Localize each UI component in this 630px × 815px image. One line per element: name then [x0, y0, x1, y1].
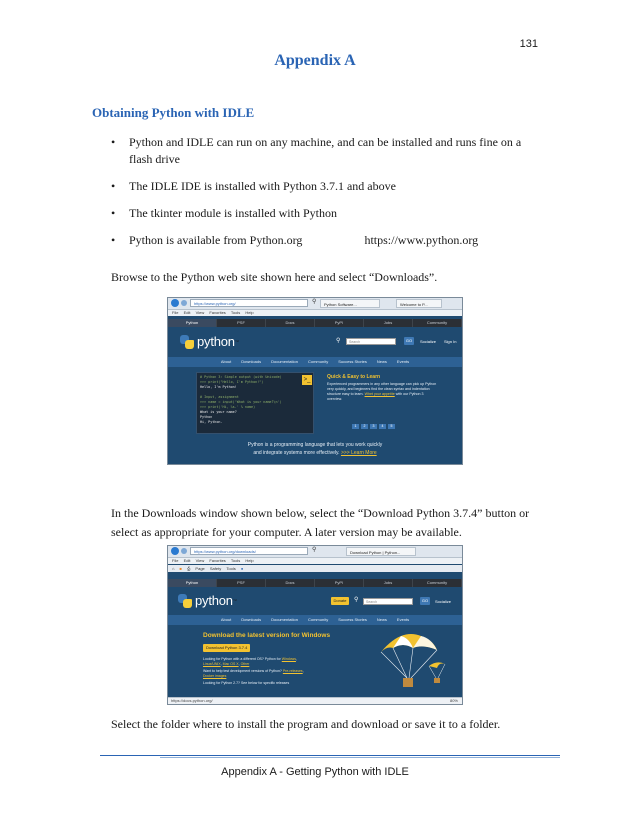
page-footer: Appendix A - Getting Python with IDLE [221, 766, 409, 778]
browser-tab[interactable]: Python Software... [320, 299, 380, 308]
nav-documentation[interactable]: Documentation [271, 617, 298, 622]
topnav-pypi[interactable]: PyPI [315, 319, 364, 327]
nav-community[interactable]: Community [307, 617, 329, 622]
topnav-python[interactable]: Python [168, 319, 217, 327]
python-header [168, 327, 462, 355]
menu-item[interactable]: Tools [230, 310, 241, 315]
nav-events[interactable]: Events [396, 359, 410, 364]
forward-icon[interactable] [181, 300, 187, 306]
python-topnav [168, 319, 462, 327]
docker-link[interactable]: Docker images [203, 674, 227, 678]
pager-dot[interactable]: 5 [388, 424, 395, 429]
bullet-item [111, 178, 541, 195]
browser-tab[interactable]: Welcome to P... [396, 299, 442, 308]
code-line: >>> print("Hello, I'm Python!") [200, 380, 264, 384]
print-icon[interactable]: ⎙ [187, 566, 191, 571]
topnav-jobs[interactable]: Jobs [364, 579, 413, 587]
parachute-illustration [373, 626, 453, 696]
nav-events[interactable]: Events [396, 617, 410, 622]
code-line: What is your name? [200, 410, 237, 414]
back-icon[interactable] [171, 547, 179, 555]
code-line: Python [200, 415, 213, 419]
download-python-button[interactable]: Download Python 3.7.4 [203, 644, 250, 652]
bullet-item [111, 205, 541, 222]
downloads-paragraph: In the Downloads window shown below, select the “Download Python 3.7.4” button or select as appropriate for your computer. A later version may be available. [111, 506, 530, 539]
status-url: https://docs.python.org/ [171, 698, 213, 703]
python-logo-icon [178, 594, 192, 608]
menu-item[interactable]: Favorites [209, 310, 226, 315]
pager-dot[interactable]: 2 [361, 424, 368, 429]
browser-titlebar [168, 546, 462, 558]
menu-page[interactable]: Page [195, 566, 205, 571]
topnav-docs[interactable]: Docs [266, 579, 315, 587]
menu-item[interactable]: Help [245, 558, 254, 563]
tagline: Python is a programming language that lets you work quickly and integrate systems more effectively. >>> Learn More [247, 442, 383, 456]
zoom-level[interactable]: 80% [449, 698, 458, 703]
feature-title: Quick & Easy to Learn [327, 374, 381, 380]
topnav-community[interactable]: Community [413, 319, 462, 327]
menu-item[interactable]: File [172, 310, 179, 315]
folder-paragraph: Select the folder where to install the program and download or save it to a folder. [111, 717, 501, 731]
download-heading: Download the latest version for Windows [203, 632, 331, 639]
address-bar[interactable]: https://www.python.org/downloads/ [190, 547, 308, 555]
search-icon[interactable]: ⚲ [336, 338, 341, 344]
macos-link[interactable]: Mac OS X [222, 662, 239, 666]
nav-downloads[interactable]: Downloads [241, 617, 262, 622]
bullet-text: The tkinter module is installed with Python [129, 206, 337, 220]
python-mainnav [168, 357, 462, 367]
topnav-psf[interactable]: PSF [217, 319, 266, 327]
code-line: Hello, I'm Python! [200, 385, 237, 389]
nav-about[interactable]: About [220, 359, 232, 364]
python-logo[interactable]: python ™ [180, 334, 239, 349]
feature-text: Experienced programmers in any other language can pick up Python very quickly, and beginners find the clean syntax and indentation structure easy to learn. Whet your appetite with our Python 3 overview. [327, 382, 437, 401]
search-input[interactable]: Search [363, 598, 413, 605]
browser-command-bar [168, 565, 462, 572]
appendix-title: Appendix A [274, 52, 356, 69]
other-link[interactable]: Other [240, 662, 250, 666]
topnav-psf[interactable]: PSF [217, 579, 266, 587]
bullet-item [111, 232, 541, 249]
signin-link[interactable]: Sign In [444, 339, 457, 344]
help-icon[interactable]: ● [240, 566, 244, 571]
search-input[interactable]: Search [346, 338, 396, 345]
topnav-python[interactable]: Python [168, 579, 217, 587]
footer-rule [100, 755, 560, 756]
menu-safety[interactable]: Safety [209, 566, 222, 571]
address-bar[interactable]: https://www.python.org/ [190, 299, 308, 307]
socialize-link[interactable]: Socialize [420, 339, 437, 344]
browse-paragraph: Browse to the Python web site shown here and select “Downloads”. [111, 270, 438, 284]
python-logo[interactable]: python ™ [178, 593, 237, 608]
windows-link[interactable]: Windows [281, 657, 296, 661]
topnav-docs[interactable]: Docs [266, 319, 315, 327]
code-line: # Input, assignment [200, 395, 239, 399]
menu-item[interactable]: Help [245, 310, 254, 315]
whet-appetite-link[interactable]: Whet your appetite [364, 392, 395, 396]
section-heading: Obtaining Python with IDLE [92, 105, 255, 120]
python-home-screenshot [167, 297, 463, 465]
nav-downloads[interactable]: Downloads [241, 359, 262, 364]
nav-documentation[interactable]: Documentation [271, 359, 298, 364]
rss-icon[interactable]: ■ [179, 566, 182, 571]
topnav-jobs[interactable]: Jobs [364, 319, 413, 327]
menu-item[interactable]: View [195, 558, 205, 563]
python-logo-icon [180, 335, 194, 349]
bullet-list [111, 134, 541, 259]
browser-tab[interactable]: Download Python | Python... [346, 547, 416, 556]
page-number: 131 [519, 38, 538, 50]
nav-news[interactable]: News [376, 617, 387, 622]
menu-item[interactable]: Edit [183, 310, 191, 315]
go-button[interactable]: GO [405, 338, 413, 343]
code-line: Hi, Python. [200, 420, 223, 424]
code-sample [196, 372, 314, 434]
carousel-pager [352, 424, 397, 429]
menu-item[interactable]: File [172, 558, 179, 563]
python-url: https://www.python.org [364, 233, 479, 247]
socialize-link[interactable]: Socialize [435, 599, 452, 604]
python-mainnav [168, 615, 462, 625]
back-icon[interactable] [171, 299, 179, 307]
nav-about[interactable]: About [220, 617, 232, 622]
menu-item[interactable]: View [195, 310, 205, 315]
topnav-pypi[interactable]: PyPI [315, 579, 364, 587]
bullet-text: The IDLE IDE is installed with Python 3.7.1 and above [129, 179, 396, 193]
bullet-text: Python is available from Python.org [129, 233, 303, 247]
bullet-text: Python and IDLE can run on any machine, and can be installed and runs fine on a flash drive [129, 135, 522, 166]
browser-titlebar [168, 298, 462, 310]
nav-community[interactable]: Community [307, 359, 329, 364]
code-line: # Python 3: Simple output (with Unicode) [200, 375, 282, 379]
prereleases-link[interactable]: Pre-releases [282, 669, 303, 673]
menu-item[interactable]: Favorites [209, 558, 226, 563]
nav-news[interactable]: News [376, 359, 387, 364]
pager-dot[interactable]: 1 [352, 424, 359, 429]
pager-dot[interactable]: 4 [379, 424, 386, 429]
nav-success-stories[interactable]: Success Stories [338, 617, 367, 622]
bullet-item [111, 134, 541, 168]
search-icon[interactable]: ⚲ [312, 299, 317, 305]
forward-icon[interactable] [181, 548, 187, 554]
code-line: >>> name = input('What is your name?\n') [200, 400, 282, 404]
python-downloads-screenshot [167, 545, 463, 705]
donate-button[interactable]: Donate [331, 597, 349, 605]
browser-menubar [168, 558, 462, 564]
menu-item[interactable]: Tools [230, 558, 241, 563]
menu-item[interactable]: Edit [183, 558, 191, 563]
code-line: >>> print('Hi, %s.' % name) [200, 405, 256, 409]
python-topnav [168, 579, 462, 587]
linux-link[interactable]: Linux/UNIX [203, 662, 221, 666]
launch-shell-icon[interactable]: >_ [303, 377, 311, 383]
nav-success-stories[interactable]: Success Stories [338, 359, 367, 364]
download-info: Looking for Python with a different OS? Python for Windows, Linux/UNIX, Mac OS X, Other Want to help test development versions of Python? Pre-releases, Docker images Looking for Python 2.7? See below for specific releases [203, 657, 304, 685]
browser-statusbar [168, 697, 462, 704]
search-icon[interactable]: ⚲ [354, 597, 359, 603]
python-header [168, 587, 462, 613]
browser-menubar [168, 310, 462, 316]
home-icon[interactable]: ⌂ [172, 566, 175, 571]
search-icon[interactable]: ⚲ [312, 547, 317, 553]
learn-more-link[interactable]: >>> Learn More [340, 450, 377, 456]
pager-dot[interactable]: 3 [370, 424, 377, 429]
go-button[interactable]: GO [421, 598, 429, 603]
menu-tools[interactable]: Tools [226, 566, 236, 571]
footer-rule-accent [160, 757, 560, 758]
topnav-community[interactable]: Community [413, 579, 462, 587]
